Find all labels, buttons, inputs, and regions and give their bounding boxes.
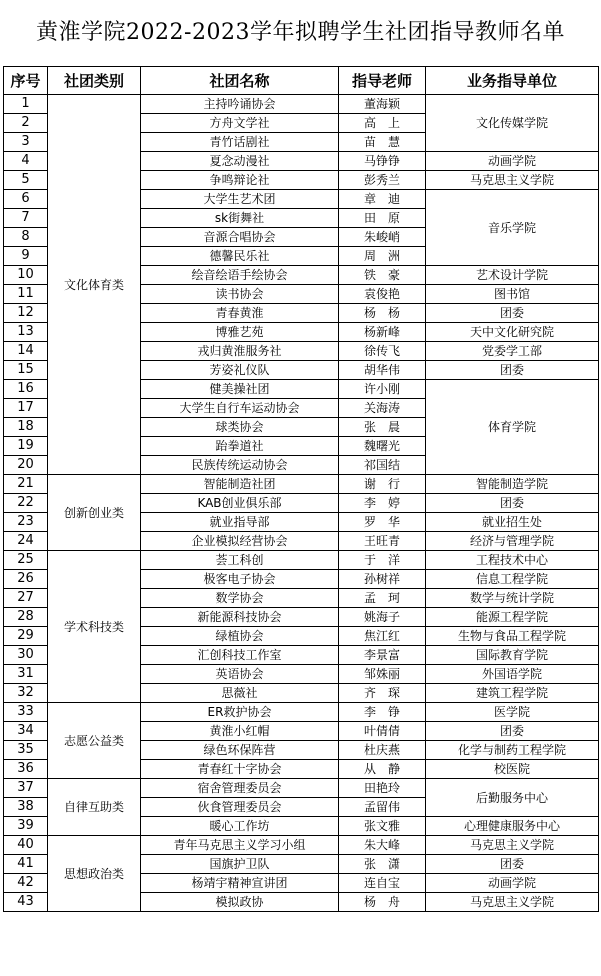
row-number: 29 bbox=[4, 627, 48, 646]
row-number: 12 bbox=[4, 304, 48, 323]
club-name: 绿色环保阵营 bbox=[141, 741, 339, 760]
supervising-unit: 艺术设计学院 bbox=[426, 266, 599, 285]
advisor-name: 铁 豪 bbox=[339, 266, 426, 285]
advisor-name: 胡华伟 bbox=[339, 361, 426, 380]
supervising-unit: 团委 bbox=[426, 361, 599, 380]
row-number: 17 bbox=[4, 399, 48, 418]
club-name: 暖心工作坊 bbox=[141, 817, 339, 836]
row-number: 5 bbox=[4, 171, 48, 190]
advisor-name: 张 潇 bbox=[339, 855, 426, 874]
row-number: 42 bbox=[4, 874, 48, 893]
club-name: 青年马克思主义学习小组 bbox=[141, 836, 339, 855]
advisor-name: 王旺青 bbox=[339, 532, 426, 551]
advisor-name: 李 铮 bbox=[339, 703, 426, 722]
club-name: 跆拳道社 bbox=[141, 437, 339, 456]
advisor-name: 谢 行 bbox=[339, 475, 426, 494]
advisor-name: 孟 珂 bbox=[339, 589, 426, 608]
row-number: 23 bbox=[4, 513, 48, 532]
row-number: 41 bbox=[4, 855, 48, 874]
advisor-name: 袁俊艳 bbox=[339, 285, 426, 304]
supervising-unit: 经济与管理学院 bbox=[426, 532, 599, 551]
supervising-unit: 党委学工部 bbox=[426, 342, 599, 361]
row-number: 22 bbox=[4, 494, 48, 513]
row-number: 7 bbox=[4, 209, 48, 228]
advisor-name: 苗 慧 bbox=[339, 133, 426, 152]
club-name: 就业指导部 bbox=[141, 513, 339, 532]
club-name: 数学协会 bbox=[141, 589, 339, 608]
club-name: 模拟政协 bbox=[141, 893, 339, 912]
supervising-unit: 团委 bbox=[426, 304, 599, 323]
supervising-unit: 工程技术中心 bbox=[426, 551, 599, 570]
club-name: 芳姿礼仪队 bbox=[141, 361, 339, 380]
club-name: 德馨民乐社 bbox=[141, 247, 339, 266]
supervising-unit: 校医院 bbox=[426, 760, 599, 779]
club-name: 青竹话剧社 bbox=[141, 133, 339, 152]
table-row bbox=[4, 836, 599, 855]
advisor-name: 邹姝丽 bbox=[339, 665, 426, 684]
club-name: 读书协会 bbox=[141, 285, 339, 304]
advisor-name: 朱峻峭 bbox=[339, 228, 426, 247]
supervising-unit: 马克思主义学院 bbox=[426, 893, 599, 912]
advisor-name: 李景富 bbox=[339, 646, 426, 665]
club-name: 新能源科技协会 bbox=[141, 608, 339, 627]
table-row bbox=[4, 551, 599, 570]
row-number: 4 bbox=[4, 152, 48, 171]
advisor-name: 齐 琛 bbox=[339, 684, 426, 703]
row-number: 35 bbox=[4, 741, 48, 760]
header-category: 社团类别 bbox=[48, 67, 141, 95]
advisor-name: 周 洲 bbox=[339, 247, 426, 266]
supervising-unit: 建筑工程学院 bbox=[426, 684, 599, 703]
supervising-unit: 天中文化研究院 bbox=[426, 323, 599, 342]
supervising-unit: 马克思主义学院 bbox=[426, 836, 599, 855]
club-name: 大学生艺术团 bbox=[141, 190, 339, 209]
supervising-unit: 团委 bbox=[426, 855, 599, 874]
advisor-name: 罗 华 bbox=[339, 513, 426, 532]
row-number: 10 bbox=[4, 266, 48, 285]
club-name: 绿植协会 bbox=[141, 627, 339, 646]
club-category: 文化体育类 bbox=[48, 95, 141, 475]
club-name: 夏念动漫社 bbox=[141, 152, 339, 171]
club-name: 黄淮小红帽 bbox=[141, 722, 339, 741]
row-number: 26 bbox=[4, 570, 48, 589]
header-club-name: 社团名称 bbox=[141, 67, 339, 95]
advisor-name: 孙树祥 bbox=[339, 570, 426, 589]
supervising-unit: 心理健康服务中心 bbox=[426, 817, 599, 836]
table-row bbox=[4, 475, 599, 494]
advisor-name: 朱大峰 bbox=[339, 836, 426, 855]
club-name: 杨靖宇精神宣讲团 bbox=[141, 874, 339, 893]
supervising-unit: 生物与食品工程学院 bbox=[426, 627, 599, 646]
club-category: 自律互助类 bbox=[48, 779, 141, 836]
header-unit: 业务指导单位 bbox=[426, 67, 599, 95]
table-header-row bbox=[4, 67, 599, 95]
club-name: 音源合唱协会 bbox=[141, 228, 339, 247]
row-number: 38 bbox=[4, 798, 48, 817]
supervising-unit: 动画学院 bbox=[426, 152, 599, 171]
row-number: 15 bbox=[4, 361, 48, 380]
advisor-name: 祁国结 bbox=[339, 456, 426, 475]
header-no: 序号 bbox=[4, 67, 48, 95]
row-number: 16 bbox=[4, 380, 48, 399]
club-name: 英语协会 bbox=[141, 665, 339, 684]
advisor-name: 连自宝 bbox=[339, 874, 426, 893]
table-row bbox=[4, 95, 599, 114]
row-number: 14 bbox=[4, 342, 48, 361]
row-number: 18 bbox=[4, 418, 48, 437]
supervising-unit: 团委 bbox=[426, 494, 599, 513]
club-name: 宿舍管理委员会 bbox=[141, 779, 339, 798]
table-row bbox=[4, 779, 599, 798]
club-name: 绘音绘语手绘协会 bbox=[141, 266, 339, 285]
advisor-name: 杨 舟 bbox=[339, 893, 426, 912]
row-number: 24 bbox=[4, 532, 48, 551]
row-number: 34 bbox=[4, 722, 48, 741]
club-name: 球类协会 bbox=[141, 418, 339, 437]
supervising-unit: 外国语学院 bbox=[426, 665, 599, 684]
advisor-name: 高 上 bbox=[339, 114, 426, 133]
club-name: ER救护协会 bbox=[141, 703, 339, 722]
row-number: 6 bbox=[4, 190, 48, 209]
club-name: 博雅艺苑 bbox=[141, 323, 339, 342]
club-name: 青春红十字协会 bbox=[141, 760, 339, 779]
advisor-name: 田 原 bbox=[339, 209, 426, 228]
club-name: 争鸣辩论社 bbox=[141, 171, 339, 190]
club-name: 健美操社团 bbox=[141, 380, 339, 399]
advisor-name: 董海颖 bbox=[339, 95, 426, 114]
advisor-name: 马铮铮 bbox=[339, 152, 426, 171]
supervising-unit: 就业招生处 bbox=[426, 513, 599, 532]
advisor-name: 杨新峰 bbox=[339, 323, 426, 342]
supervising-unit: 国际教育学院 bbox=[426, 646, 599, 665]
row-number: 32 bbox=[4, 684, 48, 703]
supervising-unit: 能源工程学院 bbox=[426, 608, 599, 627]
row-number: 40 bbox=[4, 836, 48, 855]
supervising-unit: 文化传媒学院 bbox=[426, 95, 599, 152]
advisor-name: 孟留伟 bbox=[339, 798, 426, 817]
club-name: 汇创科技工作室 bbox=[141, 646, 339, 665]
club-name: 大学生自行车运动协会 bbox=[141, 399, 339, 418]
club-name: 方舟文学社 bbox=[141, 114, 339, 133]
row-number: 9 bbox=[4, 247, 48, 266]
advisor-name: 叶倩倩 bbox=[339, 722, 426, 741]
club-name: 主持吟诵协会 bbox=[141, 95, 339, 114]
row-number: 43 bbox=[4, 893, 48, 912]
row-number: 21 bbox=[4, 475, 48, 494]
advisor-name: 徐传飞 bbox=[339, 342, 426, 361]
supervising-unit: 智能制造学院 bbox=[426, 475, 599, 494]
club-name: 思薇社 bbox=[141, 684, 339, 703]
row-number: 27 bbox=[4, 589, 48, 608]
supervising-unit: 团委 bbox=[426, 722, 599, 741]
table-body bbox=[4, 95, 599, 912]
advisor-name: 姚海子 bbox=[339, 608, 426, 627]
supervising-unit: 体育学院 bbox=[426, 380, 599, 475]
supervising-unit: 马克思主义学院 bbox=[426, 171, 599, 190]
supervising-unit: 医学院 bbox=[426, 703, 599, 722]
table-row bbox=[4, 703, 599, 722]
row-number: 33 bbox=[4, 703, 48, 722]
teacher-list-table bbox=[3, 66, 599, 912]
advisor-name: 从 静 bbox=[339, 760, 426, 779]
supervising-unit: 信息工程学院 bbox=[426, 570, 599, 589]
advisor-name: 于 洋 bbox=[339, 551, 426, 570]
row-number: 20 bbox=[4, 456, 48, 475]
header-teacher: 指导老师 bbox=[339, 67, 426, 95]
row-number: 25 bbox=[4, 551, 48, 570]
club-name: 智能制造社团 bbox=[141, 475, 339, 494]
row-number: 2 bbox=[4, 114, 48, 133]
advisor-name: 张 晨 bbox=[339, 418, 426, 437]
supervising-unit: 化学与制药工程学院 bbox=[426, 741, 599, 760]
advisor-name: 关海涛 bbox=[339, 399, 426, 418]
advisor-name: 李 婷 bbox=[339, 494, 426, 513]
supervising-unit: 音乐学院 bbox=[426, 190, 599, 266]
advisor-name: 田艳玲 bbox=[339, 779, 426, 798]
row-number: 1 bbox=[4, 95, 48, 114]
club-category: 志愿公益类 bbox=[48, 703, 141, 779]
row-number: 3 bbox=[4, 133, 48, 152]
supervising-unit: 数学与统计学院 bbox=[426, 589, 599, 608]
advisor-name: 焦江红 bbox=[339, 627, 426, 646]
row-number: 28 bbox=[4, 608, 48, 627]
club-name: 极客电子协会 bbox=[141, 570, 339, 589]
row-number: 37 bbox=[4, 779, 48, 798]
row-number: 31 bbox=[4, 665, 48, 684]
club-name: 国旗护卫队 bbox=[141, 855, 339, 874]
club-category: 思想政治类 bbox=[48, 836, 141, 912]
supervising-unit: 后勤服务中心 bbox=[426, 779, 599, 817]
advisor-name: 杨 杨 bbox=[339, 304, 426, 323]
supervising-unit: 图书馆 bbox=[426, 285, 599, 304]
page-title: 黄淮学院2022-2023学年拟聘学生社团指导教师名单 bbox=[36, 20, 565, 45]
club-name: 企业模拟经营协会 bbox=[141, 532, 339, 551]
club-name: 伙食管理委员会 bbox=[141, 798, 339, 817]
row-number: 8 bbox=[4, 228, 48, 247]
row-number: 11 bbox=[4, 285, 48, 304]
row-number: 30 bbox=[4, 646, 48, 665]
club-name: 荟工科创 bbox=[141, 551, 339, 570]
club-name: sk街舞社 bbox=[141, 209, 339, 228]
advisor-name: 张文雅 bbox=[339, 817, 426, 836]
advisor-name: 杜庆燕 bbox=[339, 741, 426, 760]
club-name: 民族传统运动协会 bbox=[141, 456, 339, 475]
advisor-name: 彭秀兰 bbox=[339, 171, 426, 190]
club-name: 戎归黄淮服务社 bbox=[141, 342, 339, 361]
row-number: 13 bbox=[4, 323, 48, 342]
row-number: 36 bbox=[4, 760, 48, 779]
advisor-name: 章 迪 bbox=[339, 190, 426, 209]
club-category: 学术科技类 bbox=[48, 551, 141, 703]
advisor-name: 魏曙光 bbox=[339, 437, 426, 456]
club-category: 创新创业类 bbox=[48, 475, 141, 551]
row-number: 19 bbox=[4, 437, 48, 456]
row-number: 39 bbox=[4, 817, 48, 836]
club-name: 青春黄淮 bbox=[141, 304, 339, 323]
supervising-unit: 动画学院 bbox=[426, 874, 599, 893]
advisor-name: 许小刚 bbox=[339, 380, 426, 399]
club-name: KAB创业俱乐部 bbox=[141, 494, 339, 513]
